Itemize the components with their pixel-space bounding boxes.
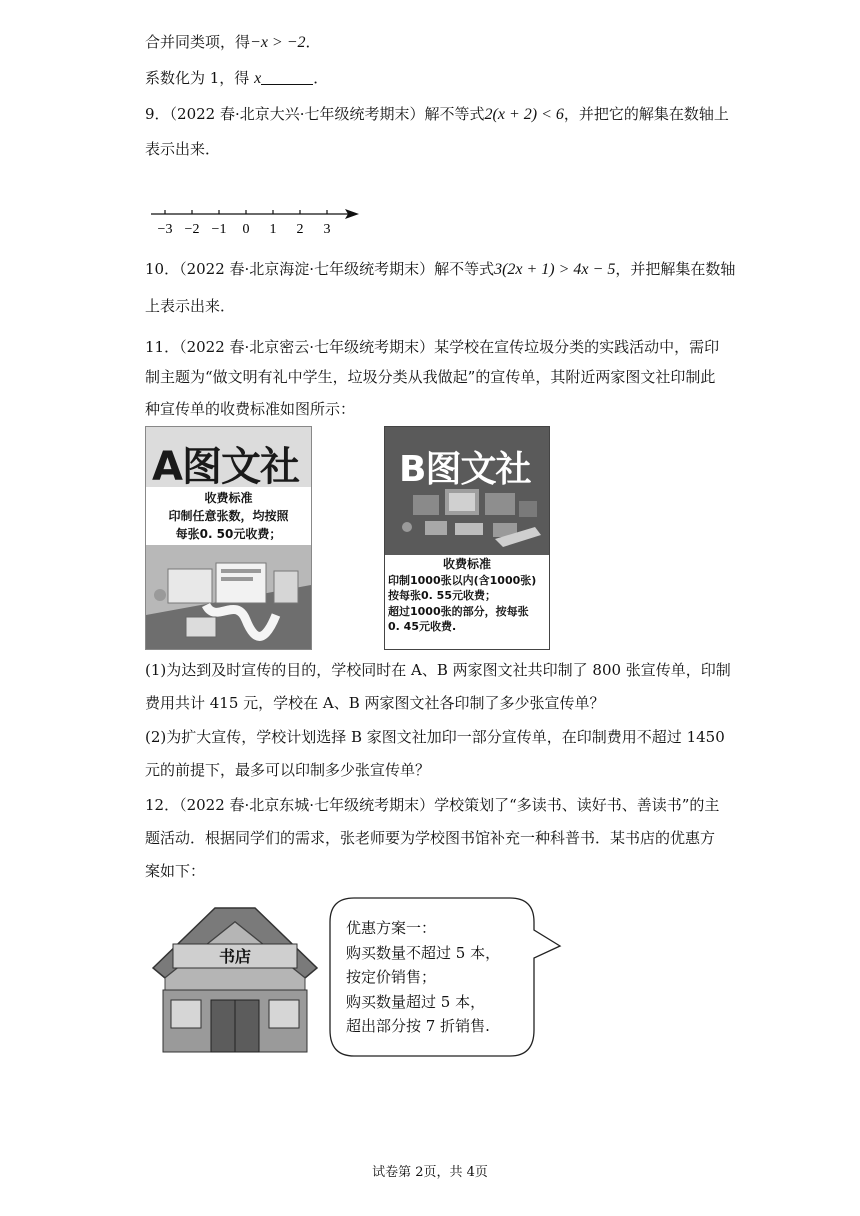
number-line-tick-label: 0 [242, 222, 250, 237]
number-line-tick-label: −1 [211, 222, 227, 237]
question-11-cont-2: 种宣传单的收费标准如图所示： [145, 400, 356, 418]
question-11-part-1-cont: 费用共计 415 元，学校在 A、B 两家图文社各印制了多少张宣传单？ [145, 694, 605, 712]
poster-b-title: B图文社 [399, 449, 531, 490]
poster-b [384, 426, 550, 650]
question-12: 12．（2022 春·北京东城·七年级统考期末）学校策划了“多读书、读好书、善读书”的主 [145, 796, 720, 814]
inequality: −x > −2 [250, 34, 306, 51]
text-line-combine [145, 32, 321, 53]
question-11-part-1: (1)为达到及时宣传的目的，学校同时在 A、B 两家图文社共印制了 800 张宣传单，印制 [145, 661, 731, 679]
text: ． [305, 33, 321, 51]
question-11: 11．（2022 春·北京密云·七年级统考期末）某学校在宣传垃圾分类的实践活动中，需印 [145, 338, 720, 356]
text: ，并把解集在数轴 [615, 260, 736, 278]
poster-a-title: A图文社 [152, 444, 299, 490]
question-9 [145, 104, 729, 125]
bubble-text [346, 916, 500, 1039]
text: ． [313, 69, 329, 87]
fee-title: 收费标准 [442, 557, 491, 571]
bubble-line: 购买数量不超过 5 本， [346, 943, 501, 962]
question-10 [145, 259, 735, 280]
question-9-cont: 表示出来． [145, 140, 221, 158]
number-line [145, 202, 370, 238]
text: 系数化为 1，得 [145, 69, 250, 87]
poster-a [145, 426, 312, 650]
text: 9．（2022 春·北京大兴·七年级统考期末）解不等式 [145, 105, 485, 123]
page-footer: 试卷第 2页，共 4页 [372, 1165, 488, 1180]
fee-line: 超过1000张的部分，按每张 [388, 604, 529, 618]
question-10-cont: 上表示出来． [145, 297, 236, 315]
number-line-tick-label: −2 [184, 222, 200, 237]
inequality: 2(x + 2) < 6 [484, 106, 564, 123]
shop-sign: 书店 [218, 947, 252, 966]
question-11-part-2: (2)为扩大宣传，学校计划选择 B 家图文社加印一部分宣传单，在印制费用不超过 1450 [145, 728, 725, 746]
question-11-part-2-cont: 元的前提下，最多可以印制多少张宣传单？ [145, 761, 431, 779]
bubble-line: 购买数量超过 5 本， [346, 992, 486, 1011]
poster-a-fee [146, 489, 311, 543]
fee-line: 0. 45元收费. [388, 620, 457, 633]
text-line-coefficient [145, 68, 328, 89]
fee-line: 印制任意张数，均按照 [168, 509, 289, 523]
variable: x [254, 70, 262, 87]
answer-blank [261, 70, 313, 85]
number-line-tick-label: −3 [157, 222, 173, 237]
bubble-line: 超出部分按 7 折销售. [346, 1017, 490, 1035]
text: 10．（2022 春·北京海淀·七年级统考期末）解不等式 [145, 260, 495, 278]
question-12-cont-2: 案如下： [145, 862, 206, 880]
fee-line: 每张0. 50元收费； [175, 527, 282, 541]
question-11-cont-1: 制主题为“做文明有礼中学生，垃圾分类从我做起”的宣传单，其附近两家图文社印制此 [145, 368, 716, 386]
number-line-tick-label: 1 [269, 222, 277, 237]
poster-a-illustration [146, 545, 311, 649]
number-line-tick-label: 3 [323, 222, 331, 237]
bubble-line: 按定价销售； [346, 968, 437, 986]
fee-line: 按每张0. 55元收费； [388, 589, 496, 602]
inequality: 3(2x + 1) > 4x − 5 [494, 261, 616, 278]
bookstore-illustration [145, 898, 325, 1060]
bubble-line: 优惠方案一： [346, 919, 437, 937]
poster-b-fee [385, 555, 549, 649]
printing-illustration-icon [146, 545, 311, 649]
question-12-cont-1: 题活动．根据同学们的需求，张老师要为学校图书馆补充一种科普书．某书店的优惠方 [145, 829, 716, 847]
text: ，并把它的解集在数轴上 [563, 105, 729, 123]
fee-title: 收费标准 [204, 491, 253, 505]
number-line-tick-label: 2 [296, 222, 304, 237]
text: 合并同类项，得 [145, 33, 251, 51]
fee-line: 印制1000张以内(含1000张) [388, 573, 537, 587]
